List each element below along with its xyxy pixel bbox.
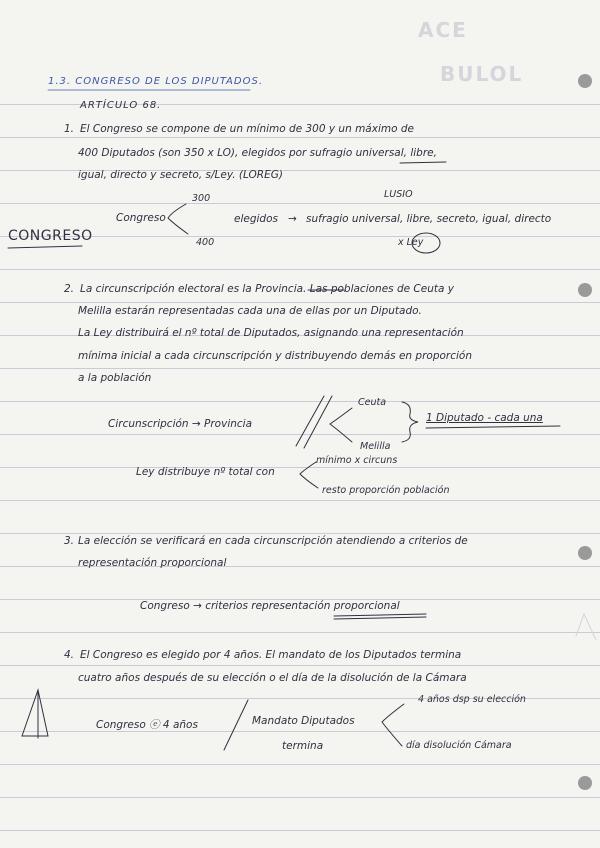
max-value: 400 xyxy=(196,237,215,248)
plazo-label: 4 años dsp su elección xyxy=(418,694,526,705)
underline-result xyxy=(426,426,560,428)
paragraph-line: representación proporcional xyxy=(78,557,227,569)
paragraph-line: 400 Diputados (son 350 x LO), elegidos por sufragio universal, libre, xyxy=(78,147,437,159)
paragraph-line: a la población xyxy=(78,372,152,384)
triangle-doodle xyxy=(22,690,48,736)
underline-proporcional xyxy=(334,614,426,616)
section-heading: 1.3. CONGRESO DE LOS DIPUTADOS. xyxy=(48,76,263,87)
paragraph-line: El Congreso es elegido por 4 años. El mandato de los Diputados termina xyxy=(80,649,462,661)
paragraph-line: La elección se verificará en cada circunscripción atendiendo a criterios de xyxy=(78,535,468,547)
diagram-traits: sufragio universal, libre, secreto, igual, directo xyxy=(306,213,552,225)
note-top: LUSIO xyxy=(384,189,413,200)
diagram-subject: Congreso xyxy=(116,212,166,224)
underline-libre xyxy=(400,162,446,163)
paragraph-line: cuatro años después de su elección o el día de la disolución de la Cámara xyxy=(78,672,467,684)
brace-ley xyxy=(300,462,318,488)
slash-1 xyxy=(296,396,324,446)
paragraph-line: mínima inicial a cada circunscripción y distribuyendo demás en proporción xyxy=(78,350,473,362)
bleed-through-text: BULOL xyxy=(440,62,524,86)
bleed-shape xyxy=(576,614,596,640)
paragraph-line: El Congreso se compone de un mínimo de 300 y un máximo de xyxy=(80,123,414,135)
arrow: → xyxy=(288,213,297,225)
termina-label: termina xyxy=(282,740,324,752)
paragraph-line: La Ley distribuirá el nº total de Diputados, asignando una representación xyxy=(78,327,464,339)
resto-label: resto proporción población xyxy=(322,485,450,496)
brace-diagram-1 xyxy=(168,204,188,234)
ley-circle xyxy=(412,233,440,253)
brace-right xyxy=(402,402,418,442)
article-heading: ARTÍCULO 68. xyxy=(80,100,162,111)
diagram-verb: elegidos xyxy=(234,213,278,225)
min-value: 300 xyxy=(192,193,211,204)
slash-2 xyxy=(304,396,332,448)
result-label: 1 Diputado - cada una xyxy=(426,412,543,424)
congreso-years: Congreso ⓔ 4 años xyxy=(96,719,198,731)
ceuta-label: Ceuta xyxy=(358,397,387,408)
note-bottom: x Ley xyxy=(398,237,424,248)
bracket-ceuta-melilla xyxy=(330,408,352,442)
melilla-label: Melilla xyxy=(360,441,391,452)
criterios-diagram: Congreso → criterios representación proporcional xyxy=(140,600,400,612)
paragraph-number: 3. xyxy=(64,535,75,547)
side-label: CONGRESO xyxy=(8,228,93,244)
paragraph-line: igual, directo y secreto, s/Ley. (LOREG) xyxy=(78,169,283,181)
paragraph-number: 1. xyxy=(64,123,75,135)
side-label-underline xyxy=(8,246,82,248)
disolucion-label: día disolución Cámara xyxy=(406,740,512,751)
minimo-label: mínimo x circuns xyxy=(316,455,398,466)
slash-4 xyxy=(224,700,248,750)
paragraph-number: 4. xyxy=(64,649,75,661)
circunscripcion-label: Circunscripción → Provincia xyxy=(108,418,253,430)
bleed-through-text: ACE xyxy=(418,18,468,42)
paragraph-line: Melilla estarán representadas cada una de ellas por un Diputado. xyxy=(78,305,422,317)
ley-label: Ley distribuye nº total con xyxy=(136,466,275,478)
underline-proporcional-2 xyxy=(334,617,426,619)
paragraph-line: La circunscripción electoral es la Provincia. Las poblaciones de Ceuta y xyxy=(80,283,454,295)
paragraph-number: 2. xyxy=(64,283,75,295)
bracket-diagram-4 xyxy=(382,704,404,746)
mandato-label: Mandato Diputados xyxy=(252,715,355,727)
